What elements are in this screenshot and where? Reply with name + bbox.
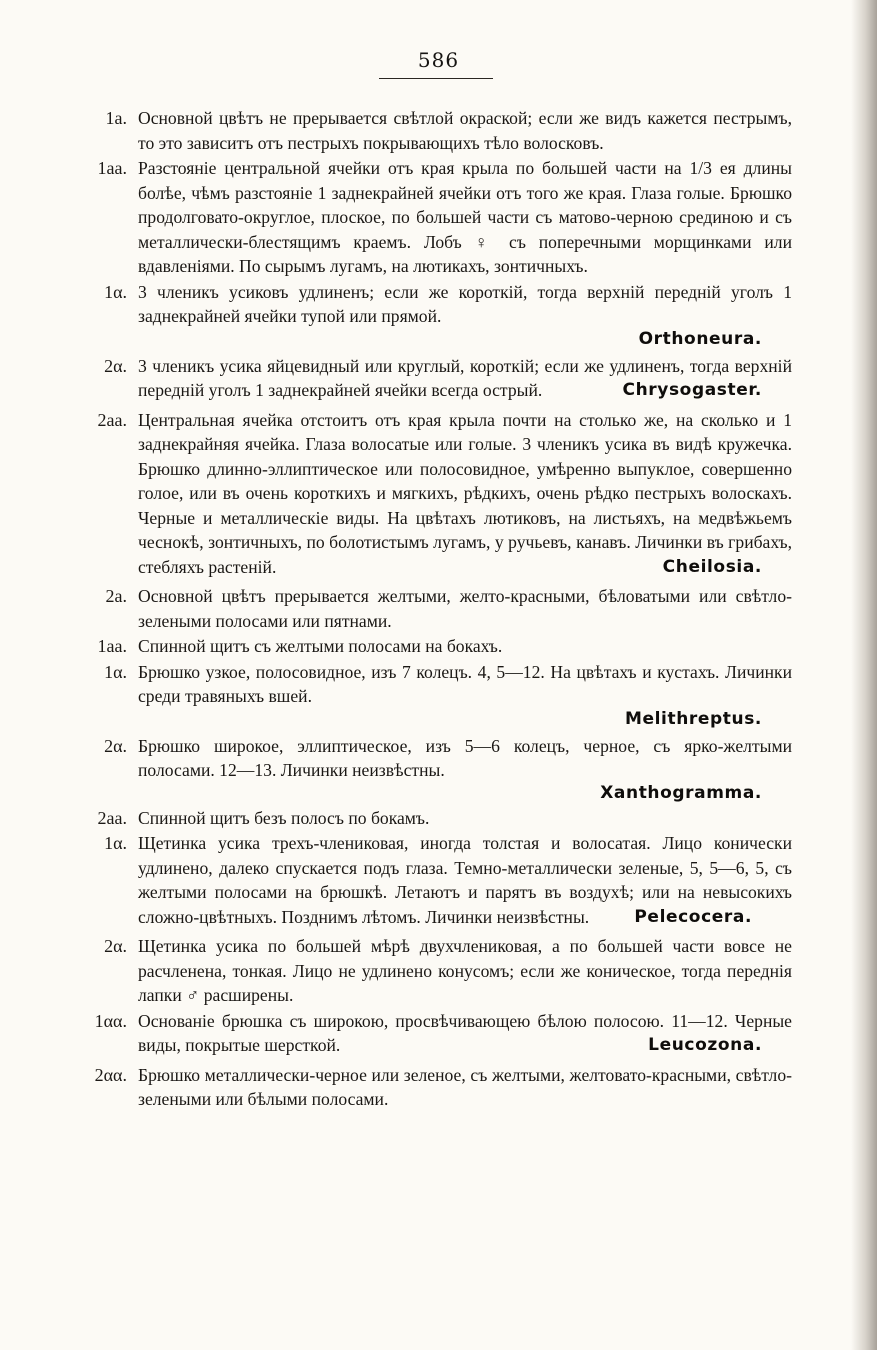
entry-code: 1αα. bbox=[94, 1010, 127, 1031]
entry-text-with-genus bbox=[138, 1009, 792, 1058]
entry-code: 2aa. bbox=[97, 807, 127, 828]
entry-code: 1α. bbox=[104, 661, 127, 682]
key-entry bbox=[0, 934, 877, 1008]
entry-text: Брюшко широкое, эллиптическое, изъ 5—6 колецъ, черное, съ ярко-желтыми полосами. 12—13. Личинки неизвѣстны. bbox=[138, 735, 792, 780]
entry-code: 2aa. bbox=[97, 409, 127, 430]
key-entry bbox=[0, 660, 877, 729]
header-rule bbox=[379, 78, 493, 79]
entry-text: Спинной щитъ безъ полосъ по бокамъ. bbox=[138, 807, 430, 828]
entry-code: 2a. bbox=[105, 586, 127, 606]
key-entry bbox=[0, 734, 877, 803]
entry-text: 3 членикъ усика яйцевидный или круглый, короткій; если же удлиненъ, тогда верхній передній уголъ 1 заднекрайней ячейки всегда острый. bbox=[138, 355, 792, 400]
key-entry bbox=[0, 354, 877, 403]
entry-text: Центральная ячейка отстоитъ отъ края крыла почти на столько же, на сколько и 1 заднекрайняя ячейка. Глаза волосатые или голые. 3 членикъ усика въ видѣ кружечка. Брюшко длинно-эллиптическое или полосовидное, умѣренно выпуклое, совершенно голое, или въ очень короткихъ и мягкихъ, рѣдкихъ, очень рѣдко пестрыхъ волоскахъ. Черные и металлическіе виды. На цвѣтахъ лютиковъ, на листьяхъ, на медвѣжьемъ чеснокѣ, зонтичныхъ, по болотистымъ лугамъ, у ручьевъ, канавъ. Личинки въ грибахъ, стебляхъ растеній. bbox=[138, 409, 792, 577]
entry-code: 1aa. bbox=[97, 636, 127, 656]
genus-name: Melithreptus. bbox=[624, 708, 762, 729]
entry-text-with-genus bbox=[138, 408, 792, 580]
genus-name: Chrysogaster. bbox=[622, 380, 762, 400]
key-entry bbox=[0, 634, 877, 659]
entry-code: 2α. bbox=[104, 355, 127, 376]
entry-text: Основной цвѣтъ прерывается желтыми, желто-красными, бѣловатыми или свѣтло-зелеными полосами или пятнами. bbox=[138, 586, 792, 631]
genus-name: Leucozona. bbox=[648, 1035, 762, 1055]
entry-code: 1a. bbox=[105, 108, 127, 128]
genus-name: Pelecocera. bbox=[634, 906, 752, 927]
key-entry bbox=[0, 806, 877, 831]
key-entry bbox=[0, 1063, 877, 1112]
entry-text: Щетинка усика по большей мѣрѣ двухчлениковая, а по большей части вовсе не расчленена, тонкая. Лицо не удлинено конусомъ; если же коническое, тогда переднія лапки ♂ расширены. bbox=[138, 936, 792, 1005]
entry-text: Основной цвѣтъ не прерывается свѣтлой окраской; если же видъ кажется пестрымъ, то это зависитъ отъ пестрыхъ покрывающихъ тѣло волосковъ. bbox=[138, 108, 792, 153]
page-edge-shadow bbox=[851, 0, 877, 1350]
genus-name: Xanthogramma. bbox=[600, 782, 762, 803]
key-entry bbox=[0, 106, 877, 155]
key-entry bbox=[0, 408, 877, 580]
genus-name: Orthoneura. bbox=[638, 328, 762, 349]
page-number: 586 bbox=[417, 48, 460, 72]
entry-code: 1aa. bbox=[97, 158, 127, 178]
entry-text: Спинной щитъ съ желтыми полосами на бокахъ. bbox=[138, 636, 503, 656]
key-entry bbox=[0, 831, 877, 929]
entry-code: 2αα. bbox=[94, 1064, 127, 1085]
genus-name: Cheilosia. bbox=[662, 556, 762, 577]
entry-text-with-genus bbox=[138, 831, 792, 929]
entry-code: 2α. bbox=[104, 735, 127, 756]
entry-text: 3 членикъ усиковъ удлиненъ; если же короткій, тогда верхній передній уголъ 1 заднекрайней ячейки тупой или прямой. bbox=[138, 281, 792, 326]
entry-text: Щетинка усика трехъ-члениковая, иногда толстая и волосатая. Лицо конически удлинено, далеко спускается подъ глаза. Темно-металлически зеленые, 5, 5—6, 5, съ желтыми полосами на брюшкѣ. Летаютъ и парятъ въ воздухѣ; или на невысокихъ сложно-цвѣтныхъ. Позднимъ лѣтомъ. Личинки неизвѣстны. bbox=[138, 833, 792, 927]
entry-text: Брюшко металлически-черное или зеленое, съ желтыми, желтовато-красными, свѣтло-зелеными или бѣлыми полосами. bbox=[138, 1064, 792, 1109]
key-entry bbox=[0, 280, 877, 349]
entry-code: 1α. bbox=[104, 833, 127, 853]
entry-text-with-genus bbox=[138, 354, 792, 403]
key-entry bbox=[0, 584, 877, 633]
key-entries bbox=[0, 106, 877, 1112]
entry-text: Основаніе брюшка съ широкою, просвѣчивающею бѣлою полосою. 11—12. Черные виды, покрытые шерсткой. bbox=[138, 1010, 792, 1055]
key-entry bbox=[0, 1009, 877, 1058]
entry-code: 1α. bbox=[104, 281, 127, 302]
entry-text: Брюшко узкое, полосовидное, изъ 7 колецъ. 4, 5—12. На цвѣтахъ и кустахъ. Личинки среди травяныхъ вшей. bbox=[138, 661, 792, 706]
entry-code: 2α. bbox=[104, 936, 127, 956]
entry-text: Разстояніе центральной ячейки отъ края крыла по большей части на 1/3 ея длины болѣе, чѣмъ разстояніе 1 заднекрайней ячейки отъ того же края. Глаза голые. Брюшко продолговато-округлое, плоское, по большей части съ матово-черною срединою и съ металлически-блестящимъ краемъ. Лобъ ♀ съ поперечными морщинками или вдавленіями. По сырымъ лугамъ, на лютикахъ, зонтичныхъ. bbox=[138, 158, 792, 276]
key-entry bbox=[0, 156, 877, 279]
